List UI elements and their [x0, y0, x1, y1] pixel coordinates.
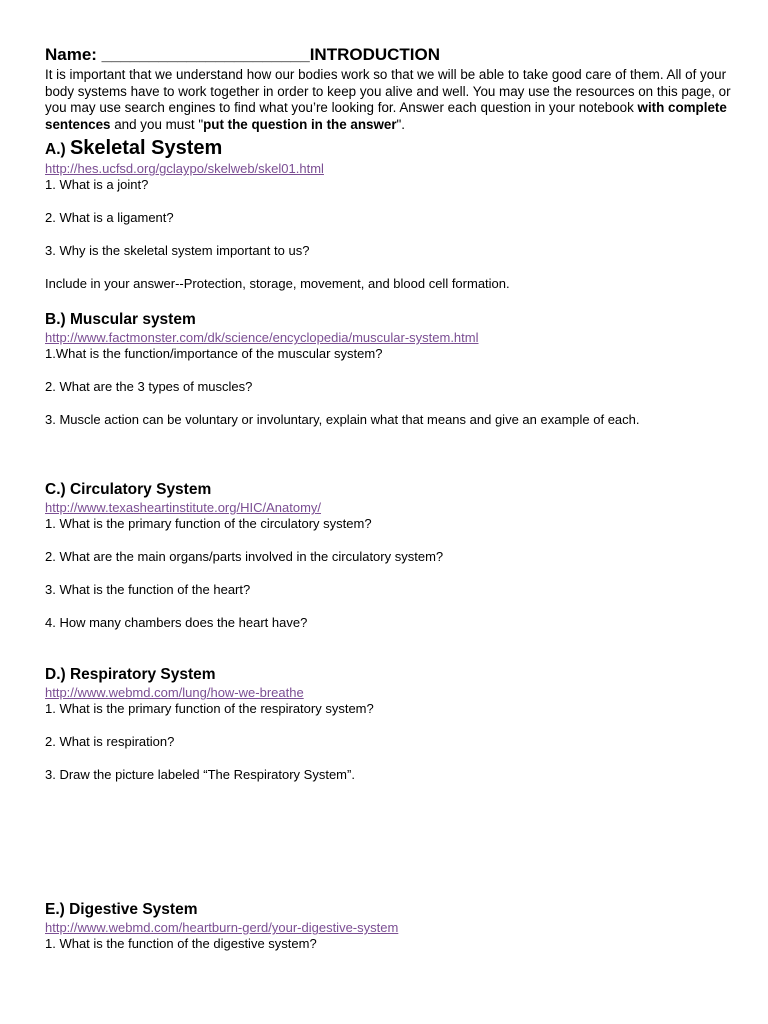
question-d2: 2. What is respiration?: [45, 734, 175, 750]
question-b3: 3. Muscle action can be voluntary or involuntary, explain what that means and give an example of each.: [45, 412, 640, 428]
link-muscular[interactable]: http://www.factmonster.com/dk/science/encyclopedia/muscular-system.html: [45, 330, 479, 346]
intro-text: ".: [396, 116, 406, 132]
question-c3: 3. What is the function of the heart?: [45, 582, 251, 598]
section-heading-respiratory: D.) Respiratory System: [45, 666, 216, 684]
question-c1: 1. What is the primary function of the circulatory system?: [45, 516, 372, 532]
section-heading-digestive: E.) Digestive System: [45, 901, 198, 919]
intro-emphasis-complete-sentences: with complete sentences: [45, 100, 727, 132]
question-a1: 1. What is a joint?: [45, 177, 149, 193]
answer-note-a3: Include in your answer--Protection, storage, movement, and blood cell formation.: [45, 276, 510, 292]
question-a2: 2. What is a ligament?: [45, 210, 174, 226]
section-heading-muscular: B.) Muscular system: [45, 311, 196, 329]
link-digestive[interactable]: http://www.webmd.com/heartburn-gerd/your-digestive-system: [45, 920, 399, 936]
section-heading-circulatory: C.) Circulatory System: [45, 481, 212, 499]
intro-emphasis-question-in-answer: put the question in the answer: [203, 116, 397, 132]
worksheet-page: [45, 44, 735, 952]
section-title: INTRODUCTION: [309, 45, 441, 64]
section-heading-skeletal: [45, 135, 735, 161]
intro-text: and you must ": [110, 116, 204, 132]
question-b2: 2. What are the 3 types of muscles?: [45, 379, 253, 395]
page-title: [45, 44, 735, 66]
question-e1: 1. What is the function of the digestive system?: [45, 936, 317, 952]
link-respiratory[interactable]: http://www.webmd.com/lung/how-we-breathe: [45, 685, 304, 701]
question-c2: 2. What are the main organs/parts involved in the circulatory system?: [45, 549, 444, 565]
intro-paragraph: [45, 67, 735, 133]
link-skeletal[interactable]: http://hes.ucfsd.org/gclaypo/skelweb/skel01.html: [45, 161, 324, 177]
question-b1: 1.What is the function/importance of the muscular system?: [45, 346, 383, 362]
intro-text: It is important that we understand how our bodies work so that we will be able to take good care of them. All of your body systems have to work together in order to keep you alive and well. You may use the resources on this page, or you may use search engines to find what you’re looking for. Answer each question in your notebook: [45, 67, 731, 116]
question-c4: 4. How many chambers does the heart have?: [45, 615, 308, 631]
link-circulatory[interactable]: http://www.texasheartinstitute.org/HIC/Anatomy/: [45, 500, 322, 516]
question-a3: 3. Why is the skeletal system important to us?: [45, 243, 310, 259]
section-name: Skeletal System: [69, 137, 223, 160]
name-field-label: Name: ______________________: [45, 45, 310, 64]
question-d1: 1. What is the primary function of the respiratory system?: [45, 701, 374, 717]
section-letter: A.): [45, 141, 70, 159]
question-d3: 3. Draw the picture labeled “The Respiratory System”.: [45, 767, 355, 783]
